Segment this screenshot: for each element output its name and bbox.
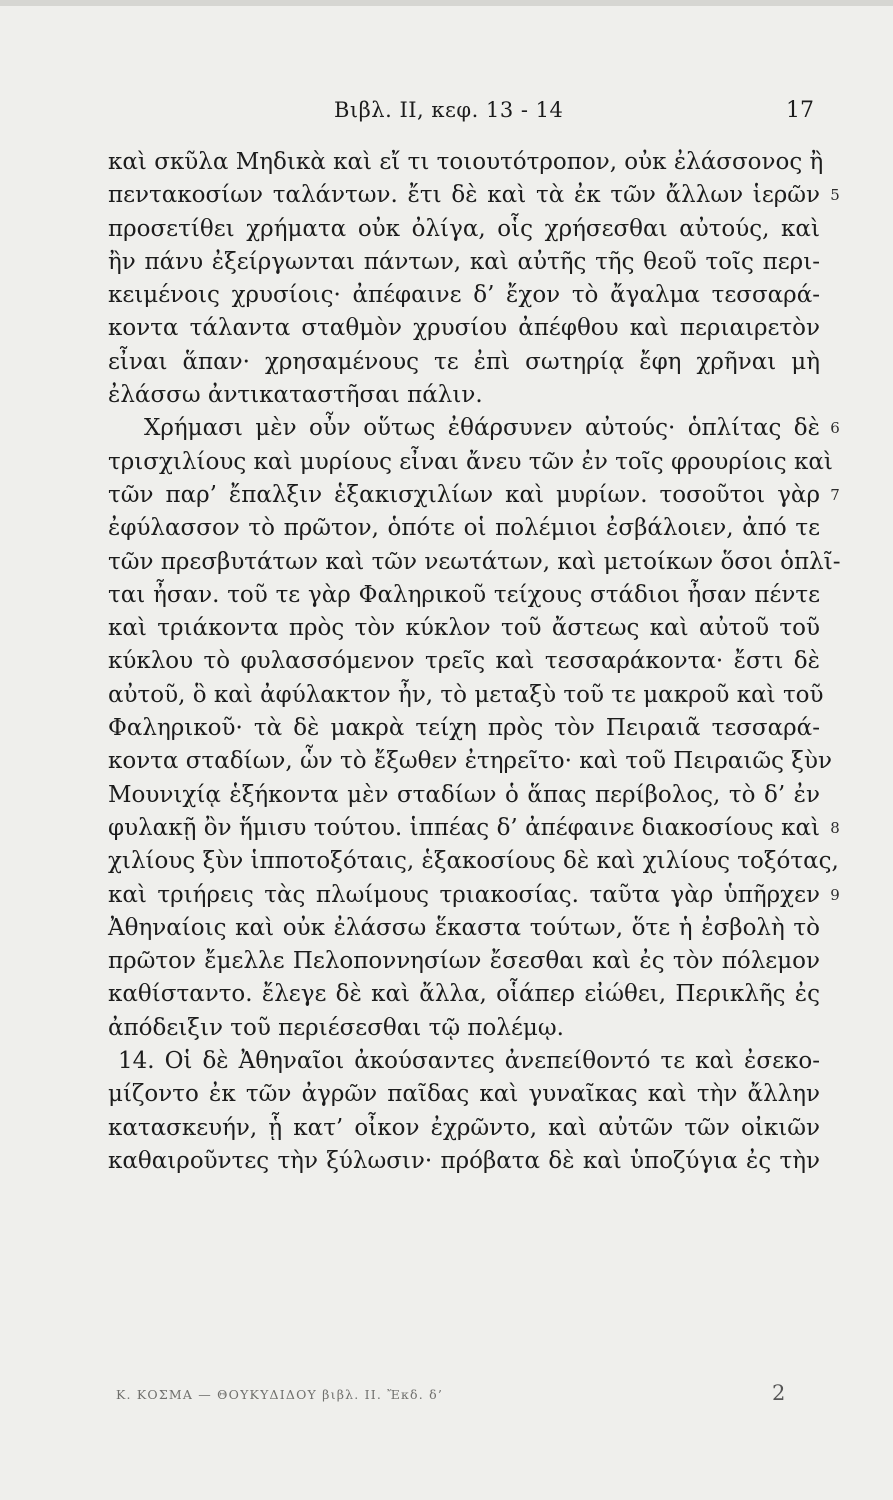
text-line — [108, 512, 820, 545]
text-line — [108, 679, 824, 712]
line-text: εἶναι ἅπαν· χρησαμένους τε ἐπὶ σωτηρίᾳ ἔφη χρῆναι μὴ — [108, 348, 820, 375]
text-line — [108, 812, 840, 845]
text-line — [108, 446, 833, 479]
running-head: Βιβλ. ΙΙ, κεφ. 13 - 14 — [334, 98, 564, 122]
printer-signature: Κ. ΚΟΣΜΑ — ΘΟΥΚΥΔΙΔΟΥ βιβλ. ΙΙ. Ἔκδ. δ’ — [116, 1387, 444, 1402]
line-text: Μουνιχίᾳ ἑξήκοντα μὲν σταδίων ὁ ἅπας περίβολος, τὸ δ’ ἐν — [108, 781, 820, 808]
text-line — [108, 179, 840, 212]
text-line — [108, 612, 820, 645]
line-text: πεντακοσίων ταλάντων. ἔτι δὲ καὶ τὰ ἐκ τῶν ἄλλων ἱερῶν — [108, 182, 820, 209]
text-line — [108, 412, 840, 445]
text-line — [108, 479, 840, 512]
text-line — [108, 912, 820, 945]
line-text: καὶ σκῦλα Μηδικὰ καὶ εἴ τι τοιουτότροπον, οὐκ ἐλάσσονος ἢ — [108, 149, 824, 175]
text-line — [108, 312, 820, 345]
text-line — [108, 379, 820, 412]
text-line — [108, 1145, 820, 1178]
line-text: τῶν πρεσβυτάτων καὶ τῶν νεωτάτων, καὶ μετοίκων ὅσοι ὁπλῖ- — [108, 548, 841, 575]
text-line — [108, 346, 820, 379]
line-text: αὐτοῦ, ὃ καὶ ἀφύλακτον ἦν, τὸ μεταξὺ τοῦ τε μακροῦ καὶ τοῦ — [108, 681, 824, 708]
margin-section-number: 9 — [830, 885, 840, 904]
line-text: κατασκευήν, ᾗ κατ’ οἶκον ἐχρῶντο, καὶ αὐτῶν τῶν οἰκιῶν — [108, 1114, 820, 1141]
text-line — [108, 1045, 820, 1078]
text-line — [108, 845, 839, 878]
text-line — [108, 1078, 820, 1111]
page-number: 17 — [786, 98, 814, 123]
line-text: Ἀθηναίοις καὶ οὐκ ἐλάσσω ἕκαστα τούτων, ὅτε ἡ ἐσβολὴ τὸ — [108, 914, 820, 941]
line-text: τῶν παρ’ ἔπαλξιν ἑξακισχιλίων καὶ μυρίων. τοσοῦτοι γὰρ — [108, 481, 820, 508]
line-text: ἐφύλασσον τὸ πρῶτον, ὁπότε οἱ πολέμιοι ἐσβάλοιεν, ἀπό τε — [108, 515, 820, 542]
line-text: ται ἦσαν. τοῦ τε γὰρ Φαληρικοῦ τείχους στάδιοι ἦσαν πέντε — [108, 581, 820, 608]
margin-section-number: 7 — [830, 485, 840, 504]
text-line — [108, 146, 824, 179]
line-text: ἐλάσσω ἀντικαταστῆσαι πάλιν. — [108, 382, 483, 409]
line-text: πρῶτον ἔμελλε Πελοποννησίων ἔσεσθαι καὶ ἐς τὸν πόλεμον — [108, 948, 820, 975]
line-text: ἢν πάνυ ἐξείργωνται πάντων, καὶ αὐτῆς τῆς θεοῦ τοῖς περι- — [108, 248, 820, 275]
line-text: χιλίους ξὺν ἱπποτοξόταις, ἑξακοσίους δὲ καὶ χιλίους τοξότας, — [108, 848, 839, 875]
line-text: κύκλου τὸ φυλασσόμενον τρεῖς καὶ τεσσαράκοντα· ἔστι δὲ — [108, 648, 820, 675]
text-line — [108, 579, 820, 612]
margin-section-number: 8 — [830, 818, 840, 837]
page-header — [0, 98, 893, 132]
text-line — [108, 978, 820, 1011]
text-line — [108, 246, 820, 279]
line-text: Φαληρικοῦ· τὰ δὲ μακρὰ τείχη πρὸς τὸν Πειραιᾶ τεσσαρά- — [108, 715, 820, 742]
line-text: κειμένοις χρυσίοις· ἀπέφαινε δ’ ἔχον τὸ ἄγαλμα τεσσαρά- — [108, 282, 820, 309]
body-text — [108, 146, 841, 1178]
line-text: 14. Οἱ δὲ Ἀθηναῖοι ἀκούσαντες ἀνεπείθοντό τε καὶ ἐσεκο- — [118, 1048, 820, 1075]
line-text: μίζοντο ἐκ τῶν ἀγρῶν παῖδας καὶ γυναῖκας καὶ τὴν ἄλλην — [108, 1081, 820, 1108]
line-text: κοντα σταδίων, ὧν τὸ ἔξωθεν ἐτηρεῖτο· καὶ τοῦ Πειραιῶς ξὺν — [108, 748, 832, 775]
text-line — [108, 945, 820, 978]
line-text: καὶ τριάκοντα πρὸς τὸν κύκλον τοῦ ἄστεως καὶ αὐτοῦ τοῦ — [108, 615, 820, 642]
text-line — [108, 1012, 820, 1045]
text-line — [108, 546, 841, 579]
line-text: φυλακῇ ὂν ἥμισυ τούτου. ἱππέας δ’ ἀπέφαινε διακοσίους καὶ — [108, 814, 820, 841]
text-line — [108, 879, 840, 912]
text-line — [108, 645, 820, 678]
margin-section-number: 6 — [830, 419, 840, 438]
text-line — [108, 745, 832, 778]
text-line — [108, 213, 820, 246]
line-text: προσετίθει χρήματα οὐκ ὀλίγα, οἷς χρήσεσθαι αὐτούς, καὶ — [108, 215, 820, 242]
sheet-number: 2 — [772, 1381, 786, 1405]
text-line — [108, 1112, 820, 1145]
line-text: καθίσταντο. ἔλεγε δὲ καὶ ἄλλα, οἷάπερ εἰώθει, Περικλῆς ἐς — [108, 981, 820, 1008]
margin-section-number: 5 — [830, 186, 840, 205]
scan-top-edge — [0, 0, 893, 6]
line-text: καθαιροῦντες τὴν ξύλωσιν· πρόβατα δὲ καὶ ὑποζύγια ἐς τὴν — [108, 1147, 820, 1174]
line-text: καὶ τριήρεις τὰς πλωίμους τριακοσίας. ταῦτα γὰρ ὑπῆρχεν — [108, 881, 820, 908]
text-line — [108, 712, 820, 745]
page-footer — [0, 1381, 893, 1411]
text-line — [108, 279, 820, 312]
line-text: Χρήμασι μὲν οὖν οὕτως ἐθάρσυνεν αὐτούς· ὁπλίτας δὲ — [144, 415, 820, 442]
line-text: κοντα τάλαντα σταθμὸν χρυσίου ἀπέφθου καὶ περιαιρετὸν — [108, 315, 820, 342]
line-text: ἀπόδειξιν τοῦ περιέσεσθαι τῷ πολέμῳ. — [108, 1014, 564, 1041]
line-text: τρισχιλίους καὶ μυρίους εἶναι ἄνευ τῶν ἐν τοῖς φρουρίοις καὶ — [108, 448, 833, 475]
text-line — [108, 779, 820, 812]
